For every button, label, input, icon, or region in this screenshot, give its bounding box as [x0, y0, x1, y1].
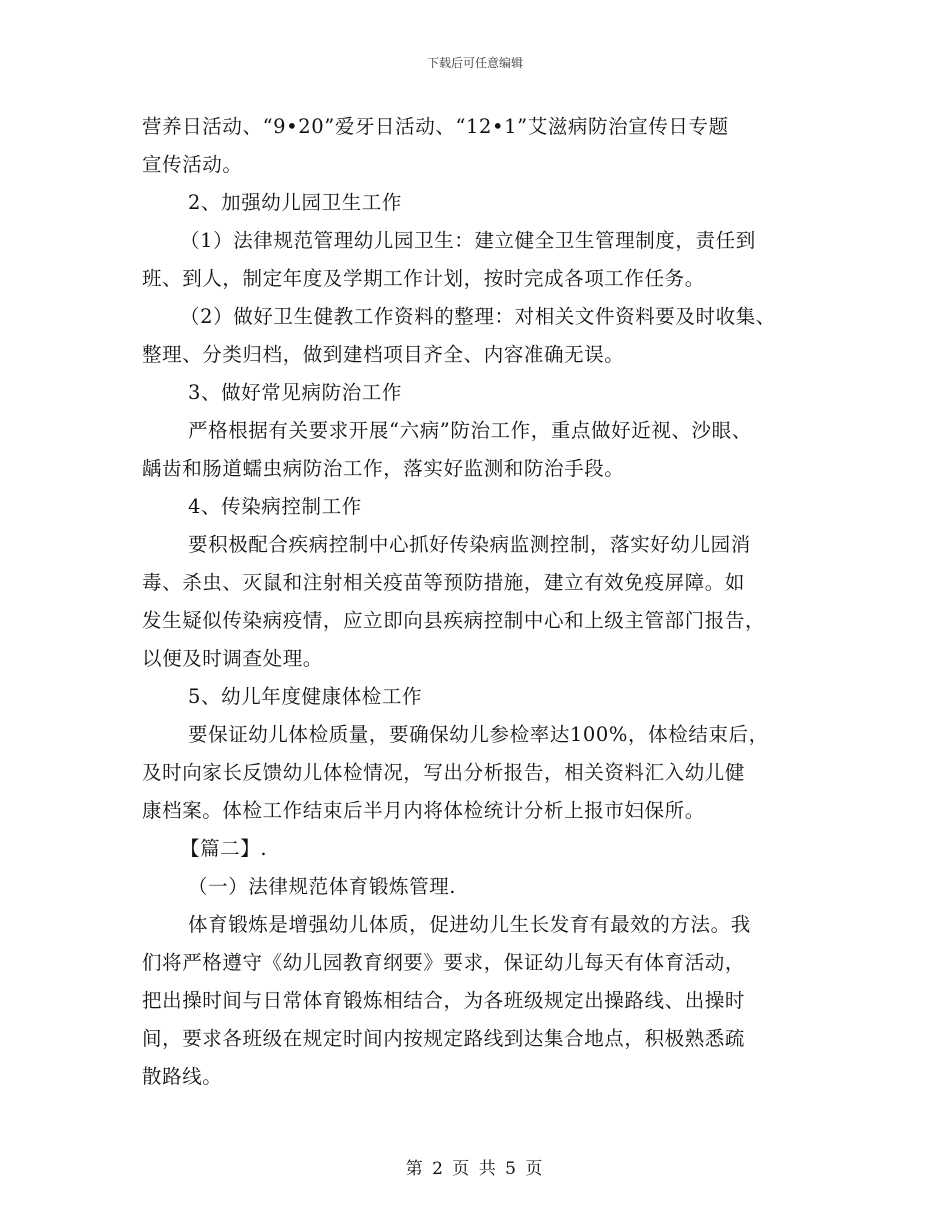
text-line: 宣传活动。	[142, 153, 243, 176]
text-line: 们将严格遵守《幼儿园教育纲要》要求，保证幼儿每天有体育活动，	[142, 951, 746, 974]
text-line: 以便及时调查处理。	[142, 647, 323, 670]
text-line: 营养日活动、“9•20”爱牙日活动、“12•1”艾滋病防治宣传日专题	[142, 115, 729, 138]
text-line: 3、做好常见病防治工作	[188, 381, 403, 404]
page-header: 下载后可任意编辑	[426, 56, 523, 70]
text-line: 康档案。体检工作结束后半月内将体检统计分析上报市妇保所。	[142, 799, 705, 822]
text-line: （1）法律规范管理幼儿园卫生：建立健全卫生管理制度，责任到	[180, 229, 756, 252]
text-line: （2）做好卫生健教工作资料的整理：对相关文件资料要及时收集、	[180, 305, 776, 328]
text-line: 整理、分类归档，做到建档项目齐全、内容准确无误。	[142, 343, 625, 366]
page-number: 第 2 页 共 5 页	[405, 1159, 545, 1179]
text-line: 5、幼儿年度健康体检工作	[188, 685, 423, 708]
text-line: 4、传染病控制工作	[188, 495, 362, 518]
text-line: 【篇二】.	[180, 837, 268, 860]
text-line: 散路线。	[142, 1065, 223, 1088]
text-line: 及时向家长反馈幼儿体检情况，写出分析报告，相关资料汇入幼儿健	[142, 761, 746, 784]
text-line: 要保证幼儿体检质量，要确保幼儿参检率达100%，体检结束后，	[188, 723, 769, 746]
text-line: 把出操时间与日常体育锻炼相结合，为各班级规定出操路线、出操时	[142, 989, 746, 1012]
text-line: 毒、杀虫、灭鼠和注射相关疫苗等预防措施，建立有效免疫屏障。如	[142, 571, 746, 594]
text-line: 2、加强幼儿园卫生工作	[188, 191, 403, 214]
text-line: 班、到人，制定年度及学期工作计划，按时完成各项工作任务。	[142, 267, 705, 290]
text-line: 发生疑似传染病疫情，应立即向县疾病控制中心和上级主管部门报告，	[142, 609, 766, 632]
text-line: （一）法律规范体育锻炼管理.	[188, 875, 457, 898]
text-line: 体育锻炼是增强幼儿体质，促进幼儿生长发育有最效的方法。我	[188, 913, 751, 936]
text-line: 要积极配合疾病控制中心抓好传染病监测控制，落实好幼儿园消	[188, 533, 751, 556]
document-body	[142, 108, 832, 1096]
text-line: 间，要求各班级在规定时间内按规定路线到达集合地点，积极熟悉疏	[142, 1027, 746, 1050]
text-line: 龋齿和肠道蠕虫病防治工作，落实好监测和防治手段。	[142, 457, 625, 480]
text-line: 严格根据有关要求开展“六病”防治工作，重点做好近视、沙眼、	[188, 419, 752, 442]
